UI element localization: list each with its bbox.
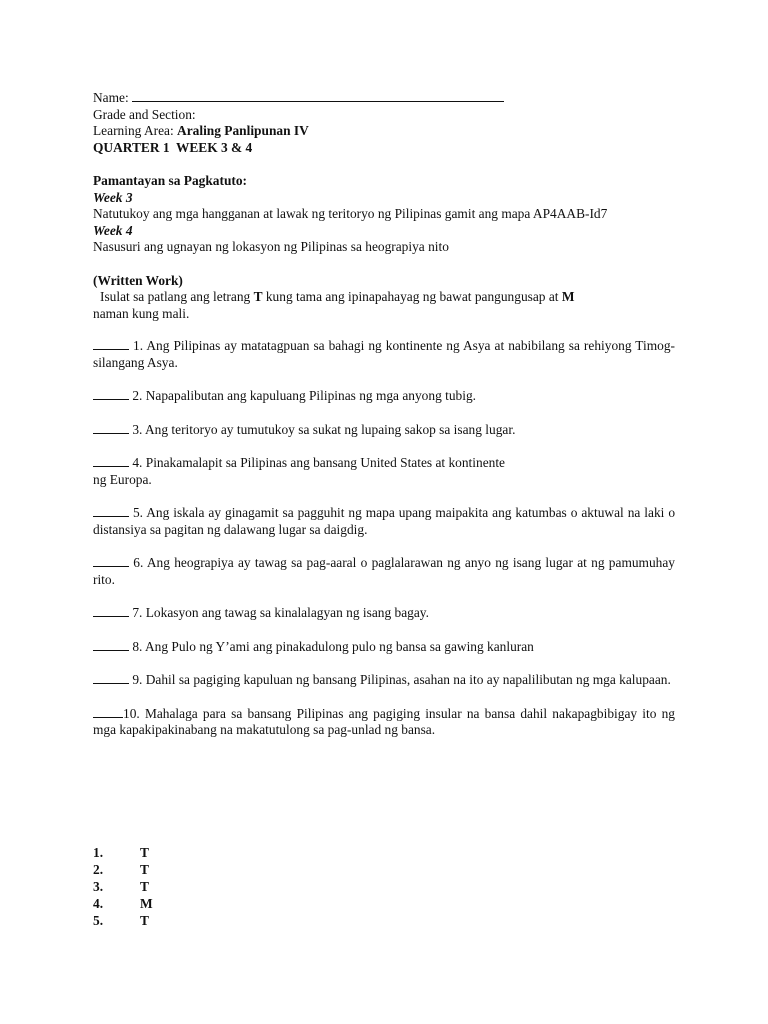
learning-standards xyxy=(93,173,675,256)
question-number: 5. xyxy=(129,505,147,520)
instructions-part-a: Isulat sa patlang ang letrang xyxy=(100,289,254,304)
answer-key-row xyxy=(93,879,213,896)
question-number: 9. xyxy=(129,672,146,687)
question-text: Ang teritoryo ay tumutukoy sa sukat ng lupaing sakop sa isang lugar. xyxy=(145,421,516,437)
question-text: Ang iskala ay ginagamit sa pagguhit ng mapa upang maipakita ang katumbas o aktuwal na laki o distansiya sa pagitan ng dalawang lugar sa daigdig. xyxy=(93,505,676,537)
question-text: Ang heograpiya ay tawag sa pag-aaral o paglalarawan ng anyo ng isang lugar at ng pamumuhay rito. xyxy=(93,555,675,587)
learning-area-label: Learning Area: xyxy=(93,123,174,138)
grade-section-label: Grade and Section: xyxy=(93,106,196,122)
question-number: 6. xyxy=(129,555,147,570)
question-number: 4. xyxy=(129,455,146,470)
instructions-part-c: naman kung mali. xyxy=(93,305,190,321)
answer-number: 1. xyxy=(93,845,104,860)
question-text: Dahil sa pagiging kapuluan ng bansang Pilipinas, asahan na ito ay napalilibutan ng mga kalupaan. xyxy=(145,672,671,687)
question-text: Mahalaga para sa bansang Pilipinas ang pagiging insular na bansa dahil nakapagbibigay ito ng mga kapakipakinabang na makatutulong sa pag-unlad ng bansa. xyxy=(93,705,675,737)
standards-heading: Pamantayan sa Pagkatuto: xyxy=(93,173,247,188)
answer-blank[interactable] xyxy=(93,604,129,617)
answer-blank[interactable] xyxy=(93,554,129,567)
question-item-1 xyxy=(93,337,675,371)
answer-value: T xyxy=(140,913,149,928)
question-text: Napapalibutan ang kapuluang Pilipinas ng mga anyong tubig. xyxy=(145,388,476,403)
written-work-section xyxy=(93,273,675,323)
instructions-letter-m: M xyxy=(561,289,575,304)
answer-key-row xyxy=(93,913,213,930)
answer-blank[interactable] xyxy=(93,504,129,517)
question-item-2 xyxy=(93,387,675,405)
answer-blank[interactable] xyxy=(93,705,123,718)
question-item-7 xyxy=(93,604,675,622)
answer-blank[interactable] xyxy=(93,671,129,684)
question-item-6 xyxy=(93,554,675,588)
quarter-week-heading: QUARTER 1 WEEK 3 & 4 xyxy=(93,139,253,155)
name-line xyxy=(93,89,675,107)
answer-value: T xyxy=(140,879,149,894)
question-item-3 xyxy=(93,421,675,439)
question-text: Ang Pulo ng Y’ami ang pinakadulong pulo ng bansa sa gawing kanluran xyxy=(145,638,534,654)
week4-text: Nasusuri ang ugnayan ng lokasyon ng Pilipinas sa heograpiya nito xyxy=(93,239,449,254)
week3-text: Natutukoy ang mga hangganan at lawak ng teritoryo ng Pilipinas gamit ang mapa AP4AAB-Id7 xyxy=(93,206,608,221)
question-item-5 xyxy=(93,504,675,538)
answer-key-row xyxy=(93,845,213,862)
answer-number: 3. xyxy=(93,879,104,894)
instructions-letter-t: T xyxy=(253,289,263,304)
question-item-8 xyxy=(93,638,675,656)
question-number: 3. xyxy=(129,421,145,437)
week4-label: Week 4 xyxy=(93,222,133,238)
answer-number: 2. xyxy=(93,862,104,877)
question-text-continued: ng Europa. xyxy=(93,471,152,487)
question-item-9 xyxy=(93,671,675,689)
question-text: Ang Pilipinas ay matatagpuan sa bahagi ng kontinente ng Asya at nabibilang sa rehiyong Timog-silangang Asya. xyxy=(93,338,676,370)
answer-blank[interactable] xyxy=(93,387,129,400)
question-item-10 xyxy=(93,705,675,739)
week3-label: Week 3 xyxy=(93,189,133,205)
answer-value: T xyxy=(140,862,149,877)
name-label: Name: xyxy=(93,90,129,105)
answer-number: 5. xyxy=(93,913,104,928)
question-text: Lokasyon ang tawag sa kinalalagyan ng isang bagay. xyxy=(145,605,429,620)
answer-blank[interactable] xyxy=(93,421,129,434)
answer-value: T xyxy=(140,845,149,860)
answer-blank[interactable] xyxy=(93,638,129,651)
question-number: 8. xyxy=(129,638,145,654)
question-number: 7. xyxy=(129,605,146,620)
answer-value: M xyxy=(140,896,153,911)
answer-key-row xyxy=(93,862,213,879)
question-number: 2. xyxy=(129,388,146,403)
instructions xyxy=(93,289,675,306)
question-text: Pinakamalapit sa Pilipinas ang bansang United States at kontinente xyxy=(145,455,505,470)
answer-blank[interactable] xyxy=(93,337,129,350)
question-number: 10. xyxy=(123,705,145,721)
learning-area-value: Araling Panlipunan IV xyxy=(177,123,309,138)
question-number: 1. xyxy=(129,338,147,353)
answer-key xyxy=(93,845,213,930)
name-field[interactable] xyxy=(132,89,504,102)
answer-key-row xyxy=(93,896,213,913)
written-work-heading: (Written Work) xyxy=(93,272,183,288)
worksheet xyxy=(93,89,675,739)
answer-blank[interactable] xyxy=(93,454,129,467)
answer-number: 4. xyxy=(93,896,104,911)
instructions-part-b: kung tama ang ipinapahayag ng bawat pangungusap at xyxy=(262,289,562,304)
question-item-4 xyxy=(93,454,675,488)
learning-area-line xyxy=(93,123,675,140)
